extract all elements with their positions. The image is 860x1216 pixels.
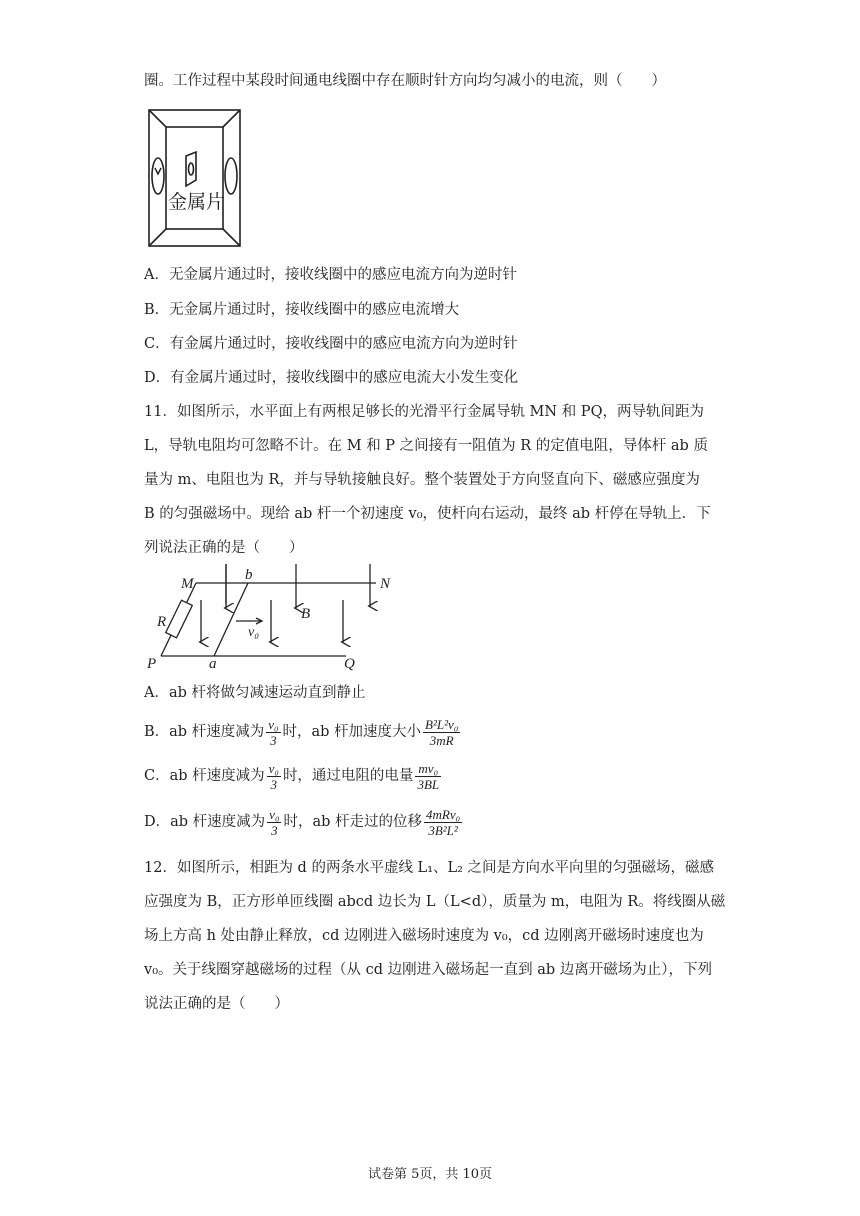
transmit-coil [152, 158, 164, 194]
receive-coil [225, 158, 237, 194]
q11-option-d: D．ab 杆速度减为 $\frac{\text{v₀}}{3}$ 时，ab 杆走过的位移 $\frac{\text{4mRv₀}}{\text{3B²L²}}$ [144, 806, 461, 838]
metal-piece-icon [186, 152, 196, 186]
q10-option-a: A．无金属片通过时，接收线圈中的感应电流方向为逆时针 [144, 267, 517, 283]
q10-option-b: B．无金属片通过时，接收线圈中的感应电流增大 [144, 302, 460, 318]
q12-text-line: 应强度为 B，正方形单匝线圈 abcd 边长为 L（L<d），质量为 m，电阻为 R。将线圈从磁 [144, 894, 726, 910]
fraction: $\frac{\text{v₀}}{3}$ [268, 716, 279, 748]
q11-text-line: 列说法正确的是（ ） [144, 540, 304, 556]
q12-text-line: v₀。关于线圈穿越磁场的过程（从 cd 边刚进入磁场起一直到 ab 边离开磁场为止），下列 [144, 962, 713, 978]
label-b: b [245, 567, 253, 583]
q11-text-line: L，导轨电阻均可忽略不计。在 M 和 P 之间接有一阻值为 R 的定值电阻，导体杆 ab 质 [144, 438, 708, 454]
q10-figure [146, 108, 242, 248]
resistor-r [166, 600, 193, 638]
rod-ab [214, 583, 248, 656]
label-n: N [380, 576, 391, 592]
label-m: M [181, 576, 194, 592]
fraction: $\frac{\text{mv₀}}{3BL}$ [417, 760, 440, 792]
q10-option-c: C．有金属片通过时，接收线圈中的感应电流方向为逆时针 [144, 336, 518, 352]
label-field-b: B [301, 606, 311, 622]
fraction: $\frac{\text{v₀}}{3}$ [268, 760, 279, 792]
label-v0: v₀ [248, 625, 260, 640]
fraction: $\frac{\text{B²L²v₀}}{3mR}$ [425, 716, 459, 748]
q11-text-line: B 的匀强磁场中。现给 ab 杆一个初速度 v₀，使杆向右运动，最终 ab 杆停在导轨上．下 [144, 506, 711, 522]
fraction: $\frac{\text{v₀}}{3}$ [269, 806, 280, 838]
metal-detector-box [149, 110, 240, 246]
q11-option-c: C．ab 杆速度减为 $\frac{\text{v₀}}{3}$ 时，通过电阻的电量 $\frac{\text{mv₀}}{3BL}$ [144, 760, 440, 792]
fraction: $\frac{\text{4mRv₀}}{\text{3B²L²}}$ [426, 806, 461, 838]
q12-text-line: 场上方高 h 处由静止释放，cd 边刚进入磁场时速度为 v₀，cd 边刚离开磁场时速度也为 [144, 928, 704, 944]
label-a: a [209, 656, 217, 672]
q10-text-line: 圈。工作过程中某段时间通电线圈中存在顺时针方向均匀减小的电流，则（ ） [144, 73, 666, 89]
q12-text-line: 说法正确的是（ ） [144, 996, 289, 1012]
q11-option-b: B．ab 杆速度减为 $\frac{\text{v₀}}{3}$ 时，ab 杆加速度大小 $\frac{\text{B²L²v₀}}{3mR}$ [144, 716, 459, 748]
page-footer: 试卷第 5页，共 10页 [367, 1167, 493, 1182]
q11-text-line: 11．如图所示，水平面上有两根足够长的光滑平行金属导轨 MN 和 PQ，两导轨间距为 [144, 404, 704, 420]
q10-option-d: D．有金属片通过时，接收线圈中的感应电流大小发生变化 [144, 370, 519, 386]
label-r: R [157, 614, 167, 630]
q11-rail-figure [144, 564, 404, 674]
q12-text-line: 12．如图所示，相距为 d 的两条水平虚线 L₁、L₂ 之间是方向水平向里的匀强磁场，磁感 [144, 860, 715, 876]
q11-option-a: A．ab 杆将做匀减速运动直到静止 [144, 685, 366, 701]
label-p: P [147, 656, 157, 672]
q11-text-line: 量为 m、电阻也为 R，并与导轨接触良好。整个装置处于方向竖直向下、磁感应强度为 [144, 472, 700, 488]
figure-label: 金属片 [168, 192, 226, 213]
label-q: Q [344, 656, 355, 672]
